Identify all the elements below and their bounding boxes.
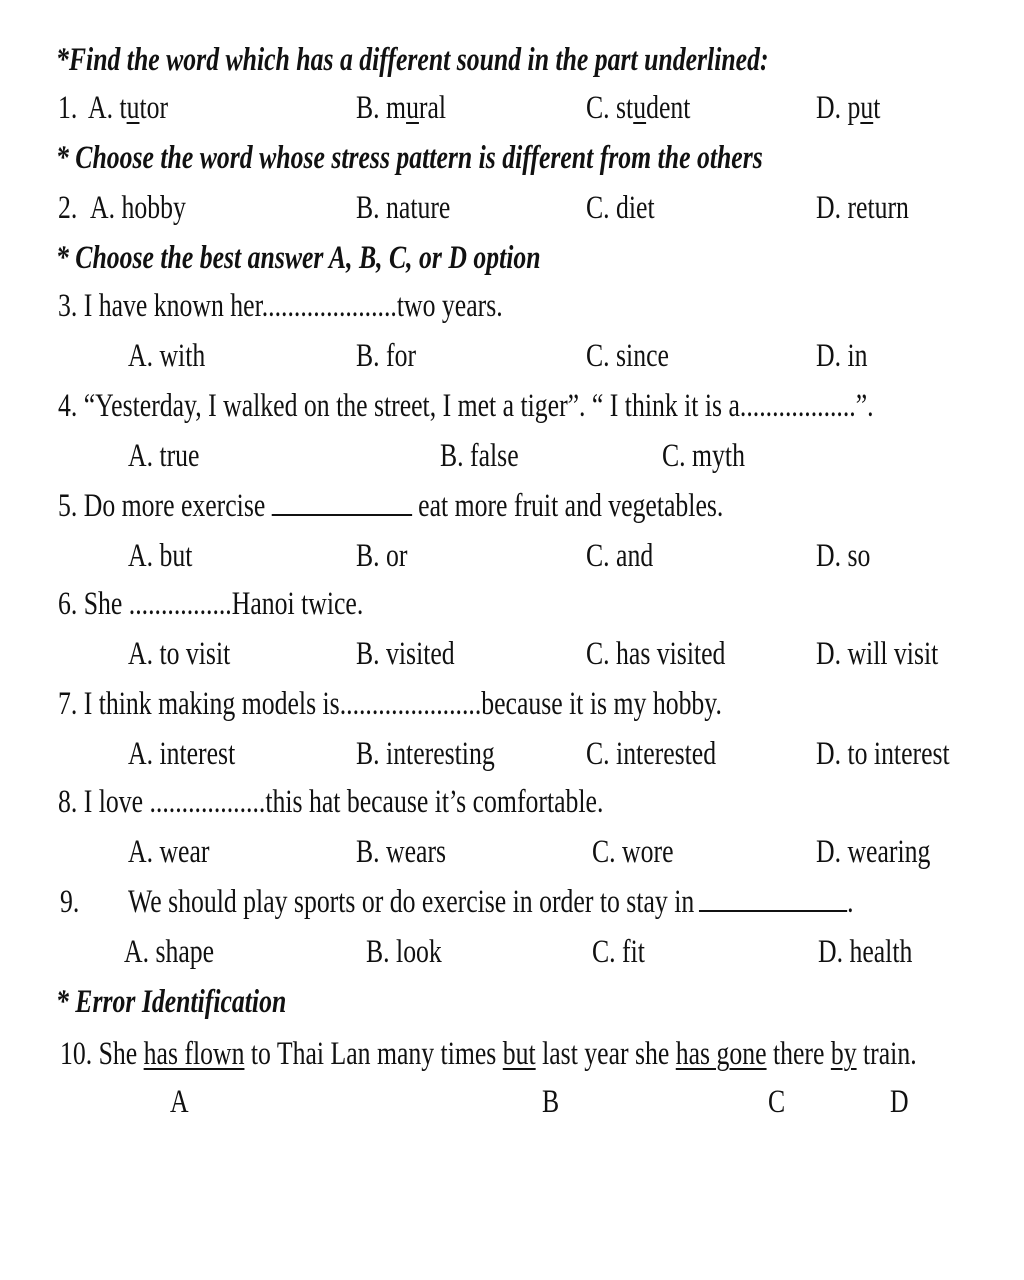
q6-stem: 6. She ................Hanoi twice. [58,586,364,622]
q10-label-a: A [170,1084,189,1120]
q8-option-c: C. wore [592,834,674,870]
q6-option-d: D. will visit [816,636,939,672]
q9-option-a: A. shape [124,934,215,970]
q8-stem: 8. I love ..................this hat because it’s comfortable. [58,784,604,820]
q9-option-d: D. health [818,934,913,970]
q5-option-c: C. and [586,538,654,574]
q3-option-b: B. for [356,338,417,374]
section-heading-error-identification: * Error Identification [56,984,287,1020]
q2-option-a: A. hobby [90,190,186,226]
q4-option-b: B. false [440,438,519,474]
q5-option-b: B. or [356,538,408,574]
q1-option-a: A. tutor [88,90,169,126]
q7-option-a: A. interest [128,736,236,772]
q8-option-d: D. wearing [816,834,931,870]
q7-option-d: D. to interest [816,736,950,772]
q7-option-c: C. interested [586,736,717,772]
q6-option-a: A. to visit [128,636,231,672]
q8-option-a: A. wear [128,834,210,870]
q4-stem: 4. “Yesterday, I walked on the street, I met a tiger”. “ I think it is a..................”. [58,388,874,424]
q1-option-c: C. student [586,90,691,126]
q3-option-c: C. since [586,338,669,374]
section-heading-stress: * Choose the word whose stress pattern is different from the others [56,140,763,176]
q2-number: 2. [58,190,78,226]
q10-label-d: D [890,1084,909,1120]
q3-option-d: D. in [816,338,868,374]
q3-stem: 3. I have known her.....................two years. [58,288,503,324]
section-heading-sound: *Find the word which has a different sound in the part underlined: [56,42,769,78]
q1-option-d: D. put [816,90,881,126]
q2-option-b: B. nature [356,190,451,226]
q10-sentence: 10. She has flown to Thai Lan many times but last year she has gone there by train. [60,1036,917,1072]
q1-number: 1. [58,90,78,126]
q10-label-b: B [542,1084,560,1120]
q8-option-b: B. wears [356,834,447,870]
q7-stem: 7. I think making models is......................because it is my hobby. [58,686,722,722]
q9-blank [699,882,847,912]
q6-option-b: B. visited [356,636,455,672]
q9-stem: We should play sports or do exercise in order to stay in . [128,884,854,920]
q3-option-a: A. with [128,338,206,374]
q4-option-c: C. myth [662,438,745,474]
section-heading-best-answer: * Choose the best answer A, B, C, or D option [56,240,541,276]
q5-stem: 5. Do more exercise eat more fruit and vegetables. [58,488,724,524]
q6-option-c: C. has visited [586,636,726,672]
q5-blank [272,486,412,516]
q9-number: 9. [60,884,80,920]
q5-option-a: A. but [128,538,193,574]
q9-option-b: B. look [366,934,442,970]
q4-option-a: A. true [128,438,200,474]
q7-option-b: B. interesting [356,736,495,772]
q5-option-d: D. so [816,538,871,574]
q10-label-c: C [768,1084,786,1120]
q9-option-c: C. fit [592,934,645,970]
q2-option-c: C. diet [586,190,655,226]
q2-option-d: D. return [816,190,909,226]
q1-option-b: B. mural [356,90,447,126]
